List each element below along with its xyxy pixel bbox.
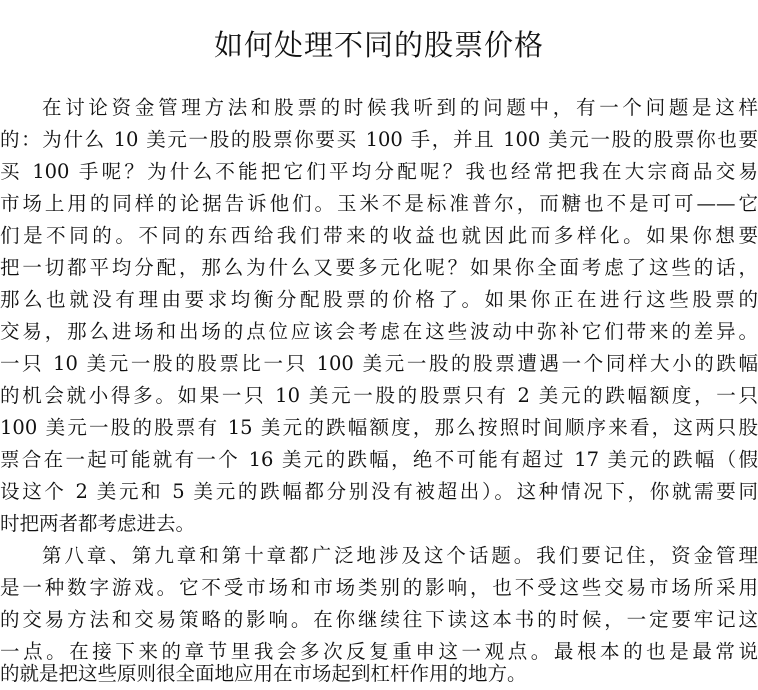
- text-line: 100 美元一股的股票有 15 美元的跌幅额度，那么按照时间顺序来看，这两只股: [0, 416, 758, 439]
- text-line: 们是不同的。不同的东西给我们带来的收益也就因此而多样化。如果你想要: [0, 224, 758, 247]
- text-line: 的机会就小得多。如果一只 10 美元一股的股票只有 2 美元的跌幅额度，一只: [0, 384, 758, 407]
- text-line: 交易，那么进场和出场的点位应该会考虑在这些波动中弥补它们带来的差异。: [0, 320, 758, 343]
- text-line: 市场上用的同样的论据告诉他们。玉米不是标准普尔，而糖也不是可可——它: [0, 192, 758, 215]
- text-line: 票合在一起可能就有一个 16 美元的跌幅，绝不可能有超过 17 美元的跌幅（假: [0, 448, 758, 471]
- text-line: 第八章、第九章和第十章都广泛地涉及这个话题。我们要记住，资金管理: [42, 544, 758, 567]
- text-line: 是一种数字游戏。它不受市场和市场类别的影响，也不受这些交易市场所采用: [0, 576, 758, 599]
- text-line: 在讨论资金管理方法和股票的时候我听到的问题中，有一个问题是这样: [42, 96, 758, 119]
- text-line: 的就是把这些原则很全面地应用在市场起到杠杆作用的地方。: [0, 662, 527, 685]
- text-line: 一只 10 美元一股的股票比一只 100 美元一股的股票遭遇一个同样大小的跌幅: [0, 352, 758, 375]
- text-line: 设这个 2 美元和 5 美元的跌幅都分别没有被超出）。这种情况下，你就需要同: [0, 480, 758, 503]
- text-line: 时把两者都考虑进去。: [0, 512, 196, 535]
- text-line: 的：为什么 10 美元一股的股票你要买 100 手，并且 100 美元一股的股票你也要: [0, 128, 758, 151]
- text-line: 的交易方法和交易策略的影响。在你继续往下读这本书的时候，一定要牢记这: [0, 608, 758, 631]
- text-line: 那么也就没有理由要求均衡分配股票的价格了。如果你正在进行这些股票的: [0, 288, 758, 311]
- text-line: 一点。在接下来的章节里我会多次反复重申这一观点。最根本的也是最常说: [0, 640, 758, 663]
- text-line: 把一切都平均分配，那么为什么又要多元化呢？如果你全面考虑了这些的话，: [0, 256, 758, 279]
- page-title: 如何处理不同的股票价格: [213, 28, 544, 63]
- text-line: 买 100 手呢？为什么不能把它们平均分配呢？我也经常把我在大宗商品交易: [0, 160, 758, 183]
